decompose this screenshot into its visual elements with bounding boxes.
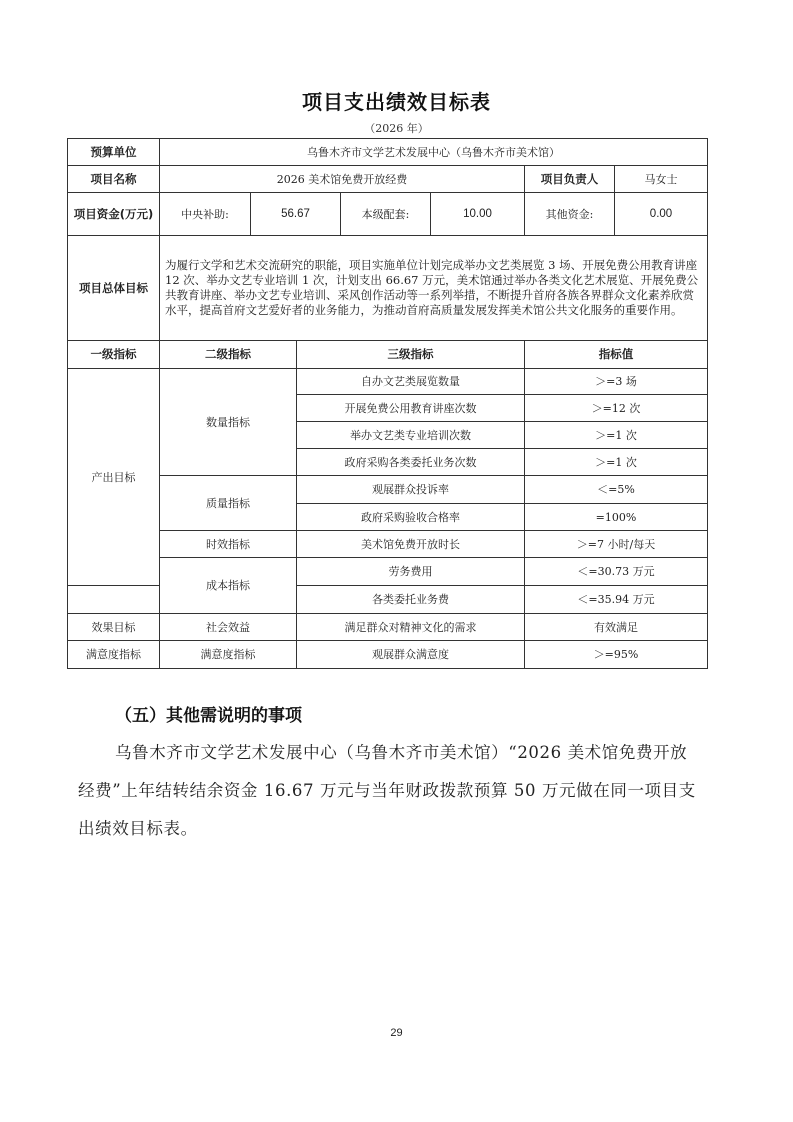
level1-effect: 效果目标 [68, 614, 160, 641]
other-funds-label: 其他资金: [525, 193, 615, 236]
indicator-header-row [68, 341, 708, 369]
overall-goal-text: 为履行文学和艺术交流研究的职能，项目实施单位计划完成举办文艺类展览 3 场、开展免费公用教育讲座 12 次、举办文艺专业培训 1 次，计划支出 66.67 万元，美术馆通过举办各类文化艺术展览、开展免费公共教育讲座、举办文艺专业培训、采风创作活动等一系列举措，不断提升首府各族各界群众文化素养欣赏水平，提高首府文艺爱好者的业务能力，为推动首府高质量发展发挥美术馆公共文化服务的重要作用。 [160, 236, 708, 341]
indicator-value: ＞=95% [525, 641, 708, 669]
budget-unit-label: 预算单位 [68, 139, 160, 166]
indicator-name: 美术馆免费开放时长 [297, 531, 525, 558]
other-funds-value: 0.00 [615, 193, 708, 236]
level2-quantity: 数量指标 [160, 369, 297, 476]
indicator-name: 举办文艺类专业培训次数 [297, 422, 525, 449]
funds-row [68, 193, 708, 236]
indicator-value: ＞=12 次 [525, 395, 708, 422]
budget-unit-value: 乌鲁木齐市文学艺术发展中心（乌鲁木齐市美术馆） [160, 139, 708, 166]
table-row [68, 641, 708, 669]
budget-unit-row [68, 139, 708, 166]
overall-goal-label: 项目总体目标 [68, 236, 160, 341]
level1-output: 产出目标 [68, 369, 160, 586]
central-subsidy-label: 中央补助: [160, 193, 251, 236]
indicator-value: ＜=30.73 万元 [525, 558, 708, 586]
indicator-name: 满足群众对精神文化的需求 [297, 614, 525, 641]
indicator-value: ＞=1 次 [525, 449, 708, 476]
indicator-value: 有效满足 [525, 614, 708, 641]
level2-quality: 质量指标 [160, 476, 297, 531]
document-title: 项目支出绩效目标表 [302, 90, 491, 114]
indicator-name: 各类委托业务费 [297, 586, 525, 614]
local-match-value: 10.00 [431, 193, 525, 236]
indicator-name: 政府采购各类委托业务次数 [297, 449, 525, 476]
indicator-name: 观展群众满意度 [297, 641, 525, 669]
project-owner-value: 马女士 [615, 166, 708, 193]
performance-target-table [67, 138, 708, 669]
empty-level1-cell [68, 586, 160, 614]
indicator-value: ＞=7 小时/每天 [525, 531, 708, 558]
project-owner-label: 项目负责人 [525, 166, 615, 193]
funds-label: 项目资金(万元) [68, 193, 160, 236]
central-subsidy-value: 56.67 [251, 193, 341, 236]
table-row [68, 558, 708, 586]
table-row [68, 476, 708, 504]
table-row [68, 531, 708, 558]
indicator-value: ＜=35.94 万元 [525, 586, 708, 614]
header-level2: 二级指标 [160, 341, 297, 369]
local-match-label: 本级配套: [341, 193, 431, 236]
table-row [68, 614, 708, 641]
indicator-name: 劳务费用 [297, 558, 525, 586]
level2-satisfaction: 满意度指标 [160, 641, 297, 669]
indicator-name: 开展免费公用教育讲座次数 [297, 395, 525, 422]
indicator-value: ＞=1 次 [525, 422, 708, 449]
indicator-name: 观展群众投诉率 [297, 476, 525, 504]
project-name-value: 2026 美术馆免费开放经费 [160, 166, 525, 193]
indicator-value: =100% [525, 504, 708, 531]
header-level3: 三级指标 [297, 341, 525, 369]
document-year: （2026 年） [364, 122, 429, 135]
header-level1: 一级指标 [68, 341, 160, 369]
overall-goal-row [68, 236, 708, 341]
level2-social: 社会效益 [160, 614, 297, 641]
level2-timeliness: 时效指标 [160, 531, 297, 558]
header-value: 指标值 [525, 341, 708, 369]
level2-cost: 成本指标 [160, 558, 297, 614]
indicator-value: ＜=5% [525, 476, 708, 504]
indicator-name: 政府采购验收合格率 [297, 504, 525, 531]
level1-satisfaction: 满意度指标 [68, 641, 160, 669]
explanation-paragraph: 乌鲁木齐市文学艺术发展中心（乌鲁木齐市美术馆）“2026 美术馆免费开放经费”上年结转结余资金 16.67 万元与当年财政拨款预算 50 万元做在同一项目支出绩效目标表。 [78, 743, 696, 838]
indicator-name: 自办文艺类展览数量 [297, 369, 525, 395]
project-name-row [68, 166, 708, 193]
page-number: 29 [390, 1027, 403, 1039]
project-name-label: 项目名称 [68, 166, 160, 193]
section-heading: （五）其他需说明的事项 [115, 706, 302, 726]
indicator-value: ＞=3 场 [525, 369, 708, 395]
table-row [68, 369, 708, 395]
